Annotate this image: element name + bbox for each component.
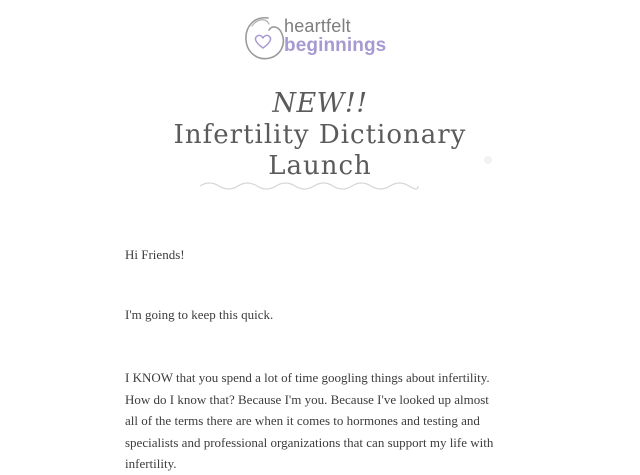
title-new-label: NEW!! bbox=[272, 88, 368, 119]
page-title bbox=[0, 88, 640, 182]
title-sub-line: Launch bbox=[268, 151, 372, 181]
heart-in-circle-icon bbox=[242, 12, 286, 64]
body-paragraph: I KNOW that you spend a lot of time googling things about infertility. How do I know that? Because I'm you. Because I've looked up almost all of the terms there are when it comes to hormones and testing and specialists and professional organizations that can support my life with infertility. bbox=[125, 370, 494, 471]
title-main-line: Infertility Dictionary bbox=[173, 120, 467, 150]
greeting-text: Hi Friends! bbox=[125, 247, 185, 262]
brand-word-beginnings: beginnings bbox=[284, 35, 387, 56]
brand-word-heartfelt: heartfelt bbox=[284, 16, 351, 36]
brand-logo[interactable] bbox=[242, 12, 392, 68]
wave-divider bbox=[198, 178, 420, 194]
decorative-dot bbox=[484, 156, 492, 164]
intro-text: I'm going to keep this quick. bbox=[125, 307, 274, 322]
